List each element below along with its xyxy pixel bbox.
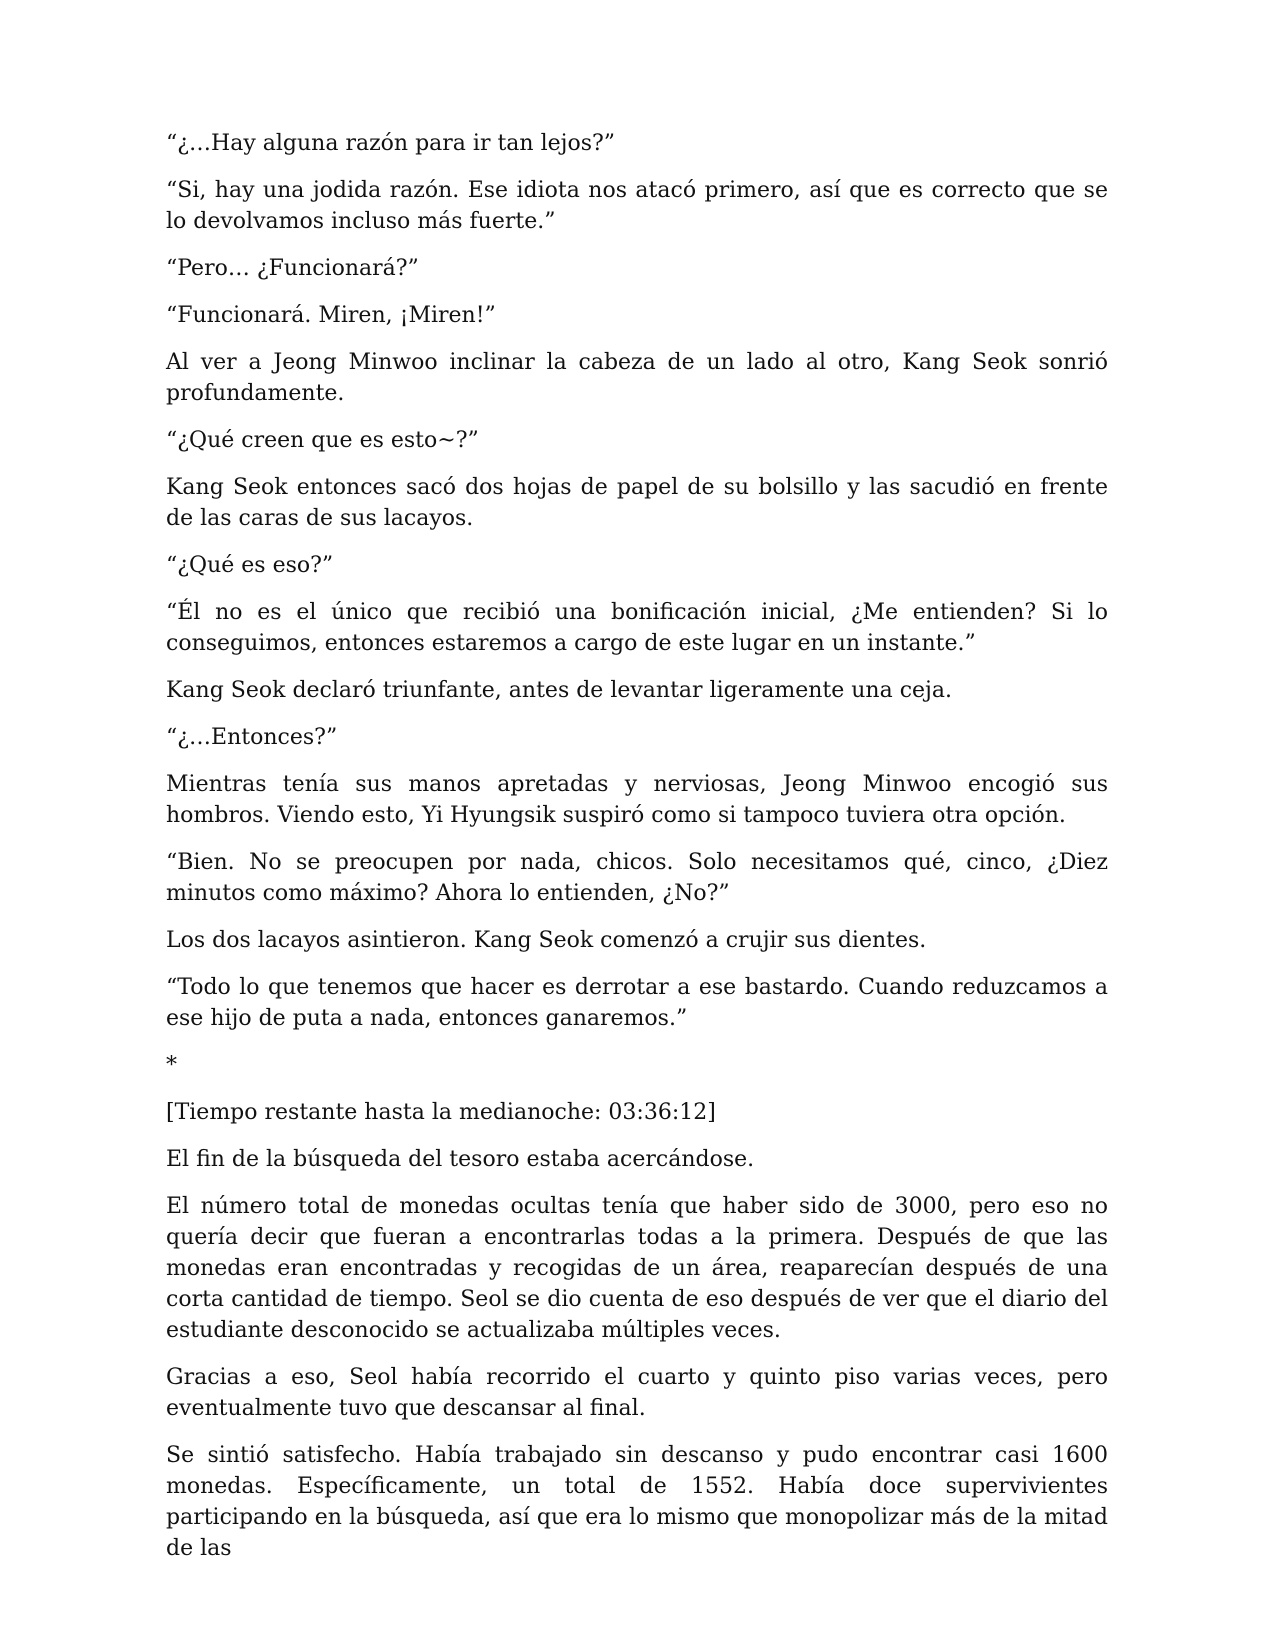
- paragraph: “Él no es el único que recibió una bonificación inicial, ¿Me entienden? Si lo conseguimos, entonces estaremos a cargo de este lugar en un instante.”: [166, 600, 1108, 656]
- paragraph: Al ver a Jeong Minwoo inclinar la cabeza de un lado al otro, Kang Seok sonrió profundamente.: [166, 350, 1108, 406]
- paragraph: “¿Qué es eso?”: [166, 553, 334, 578]
- paragraph: “Si, hay una jodida razón. Ese idiota nos atacó primero, así que es correcto que se lo devolvamos incluso más fuerte.”: [166, 178, 1108, 234]
- paragraph: [Tiempo restante hasta la medianoche: 03:36:12]: [166, 1100, 716, 1125]
- paragraph: “¿…Entonces?”: [166, 725, 338, 750]
- paragraph: Kang Seok entonces sacó dos hojas de papel de su bolsillo y las sacudió en frente de las caras de sus lacayos.: [166, 475, 1108, 531]
- paragraph: “Bien. No se preocupen por nada, chicos. Solo necesitamos qué, cinco, ¿Diez minutos como máximo? Ahora lo entienden, ¿No?”: [166, 850, 1108, 906]
- paragraph: “Todo lo que tenemos que hacer es derrotar a ese bastardo. Cuando reduzcamos a ese hijo de puta a nada, entonces ganaremos.”: [166, 975, 1108, 1031]
- paragraph: “¿…Hay alguna razón para ir tan lejos?”: [166, 131, 616, 156]
- paragraph: Gracias a eso, Seol había recorrido el cuarto y quinto piso varias veces, pero eventualmente tuvo que descansar al final.: [166, 1365, 1108, 1421]
- paragraph: Se sintió satisfecho. Había trabajado sin descanso y pudo encontrar casi 1600 monedas. Específicamente, un total de 1552. Había doce supervivientes participando en la búsqueda, así que era lo mismo que monopolizar más de la mitad de las: [166, 1443, 1108, 1561]
- paragraph: El fin de la búsqueda del tesoro estaba acercándose.: [166, 1147, 755, 1172]
- paragraph: El número total de monedas ocultas tenía que haber sido de 3000, pero eso no quería decir que fueran a encontrarlas todas a la primera. Después de que las monedas eran encontradas y recogidas de un área, reaparecían después de una corta cantidad de tiempo. Seol se dio cuenta de eso después de ver que el diario del estudiante desconocido se actualizaba múltiples veces.: [166, 1194, 1108, 1343]
- paragraph: “Pero… ¿Funcionará?”: [166, 256, 419, 281]
- document-page: [166, 128, 1108, 1580]
- paragraph: “Funcionará. Miren, ¡Miren!”: [166, 303, 496, 328]
- paragraph: Los dos lacayos asintieron. Kang Seok comenzó a crujir sus dientes.: [166, 928, 927, 953]
- scene-break: *: [166, 1053, 177, 1078]
- paragraph: “¿Qué creen que es esto~?”: [166, 428, 479, 453]
- paragraph: Mientras tenía sus manos apretadas y nerviosas, Jeong Minwoo encogió sus hombros. Viendo esto, Yi Hyungsik suspiró como si tampoco tuviera otra opción.: [166, 772, 1108, 828]
- paragraph: Kang Seok declaró triunfante, antes de levantar ligeramente una ceja.: [166, 678, 952, 703]
